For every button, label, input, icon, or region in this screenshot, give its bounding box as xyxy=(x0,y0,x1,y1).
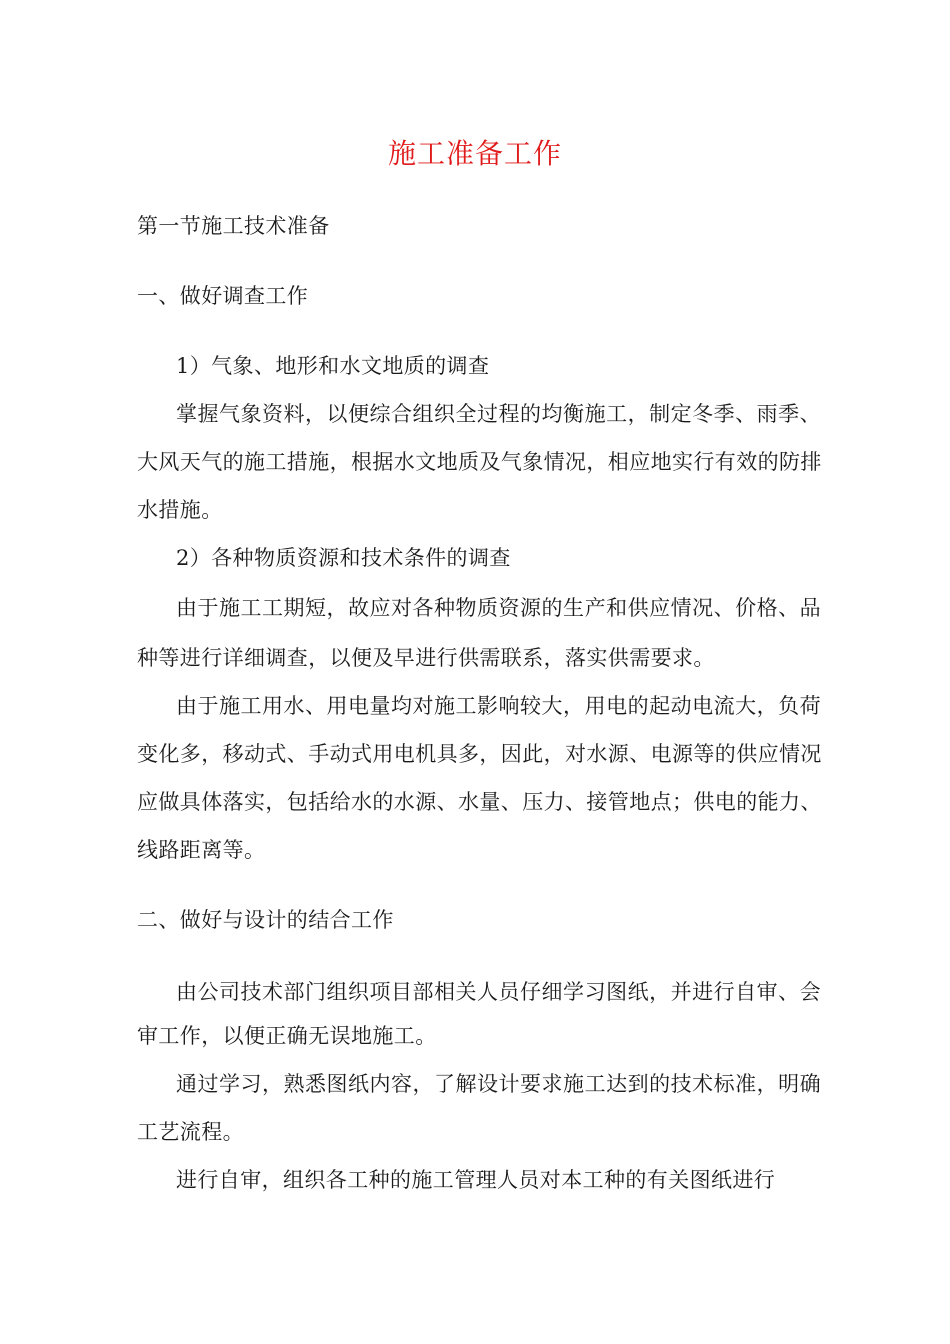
paragraph-line: 线路距离等。 xyxy=(137,838,266,862)
paragraph-line: 由于施工工期短，故应对各种物质资源的生产和供应情况、价格、品 xyxy=(176,596,821,620)
page-title: 施工准备工作 xyxy=(387,137,562,170)
heading-survey: 一、做好调查工作 xyxy=(137,284,309,308)
section-heading: 第一节施工技术准备 xyxy=(137,214,330,238)
paragraph-line: 工艺流程。 xyxy=(137,1120,244,1144)
subheading-climate: 1）气象、地形和水文地质的调查 xyxy=(176,354,490,378)
paragraph-line: 通过学习，熟悉图纸内容，了解设计要求施工达到的技术标准，明确 xyxy=(176,1072,821,1096)
paragraph-line: 掌握气象资料，以便综合组织全过程的均衡施工，制定冬季、雨季、 xyxy=(176,402,821,426)
paragraph-line: 由公司技术部门组织项目部相关人员仔细学习图纸，并进行自审、会 xyxy=(176,980,821,1004)
paragraph-line: 应做具体落实，包括给水的水源、水量、压力、接管地点；供电的能力、 xyxy=(137,790,822,814)
paragraph-line: 水措施。 xyxy=(137,498,223,522)
paragraph-line: 大风天气的施工措施，根据水文地质及气象情况，相应地实行有效的防排 xyxy=(137,450,822,474)
paragraph-line: 种等进行详细调查，以便及早进行供需联系，落实供需要求。 xyxy=(137,646,715,670)
subheading-resources: 2）各种物质资源和技术条件的调查 xyxy=(176,546,511,570)
paragraph-line: 审工作，以便正确无误地施工。 xyxy=(137,1024,437,1048)
paragraph-line: 由于施工用水、用电量均对施工影响较大，用电的起动电流大，负荷 xyxy=(176,694,821,718)
heading-design: 二、做好与设计的结合工作 xyxy=(137,908,394,932)
paragraph-line: 变化多，移动式、手动式用电机具多，因此，对水源、电源等的供应情况 xyxy=(137,742,822,766)
paragraph-line: 进行自审，组织各工种的施工管理人员对本工种的有关图纸进行 xyxy=(176,1168,776,1192)
